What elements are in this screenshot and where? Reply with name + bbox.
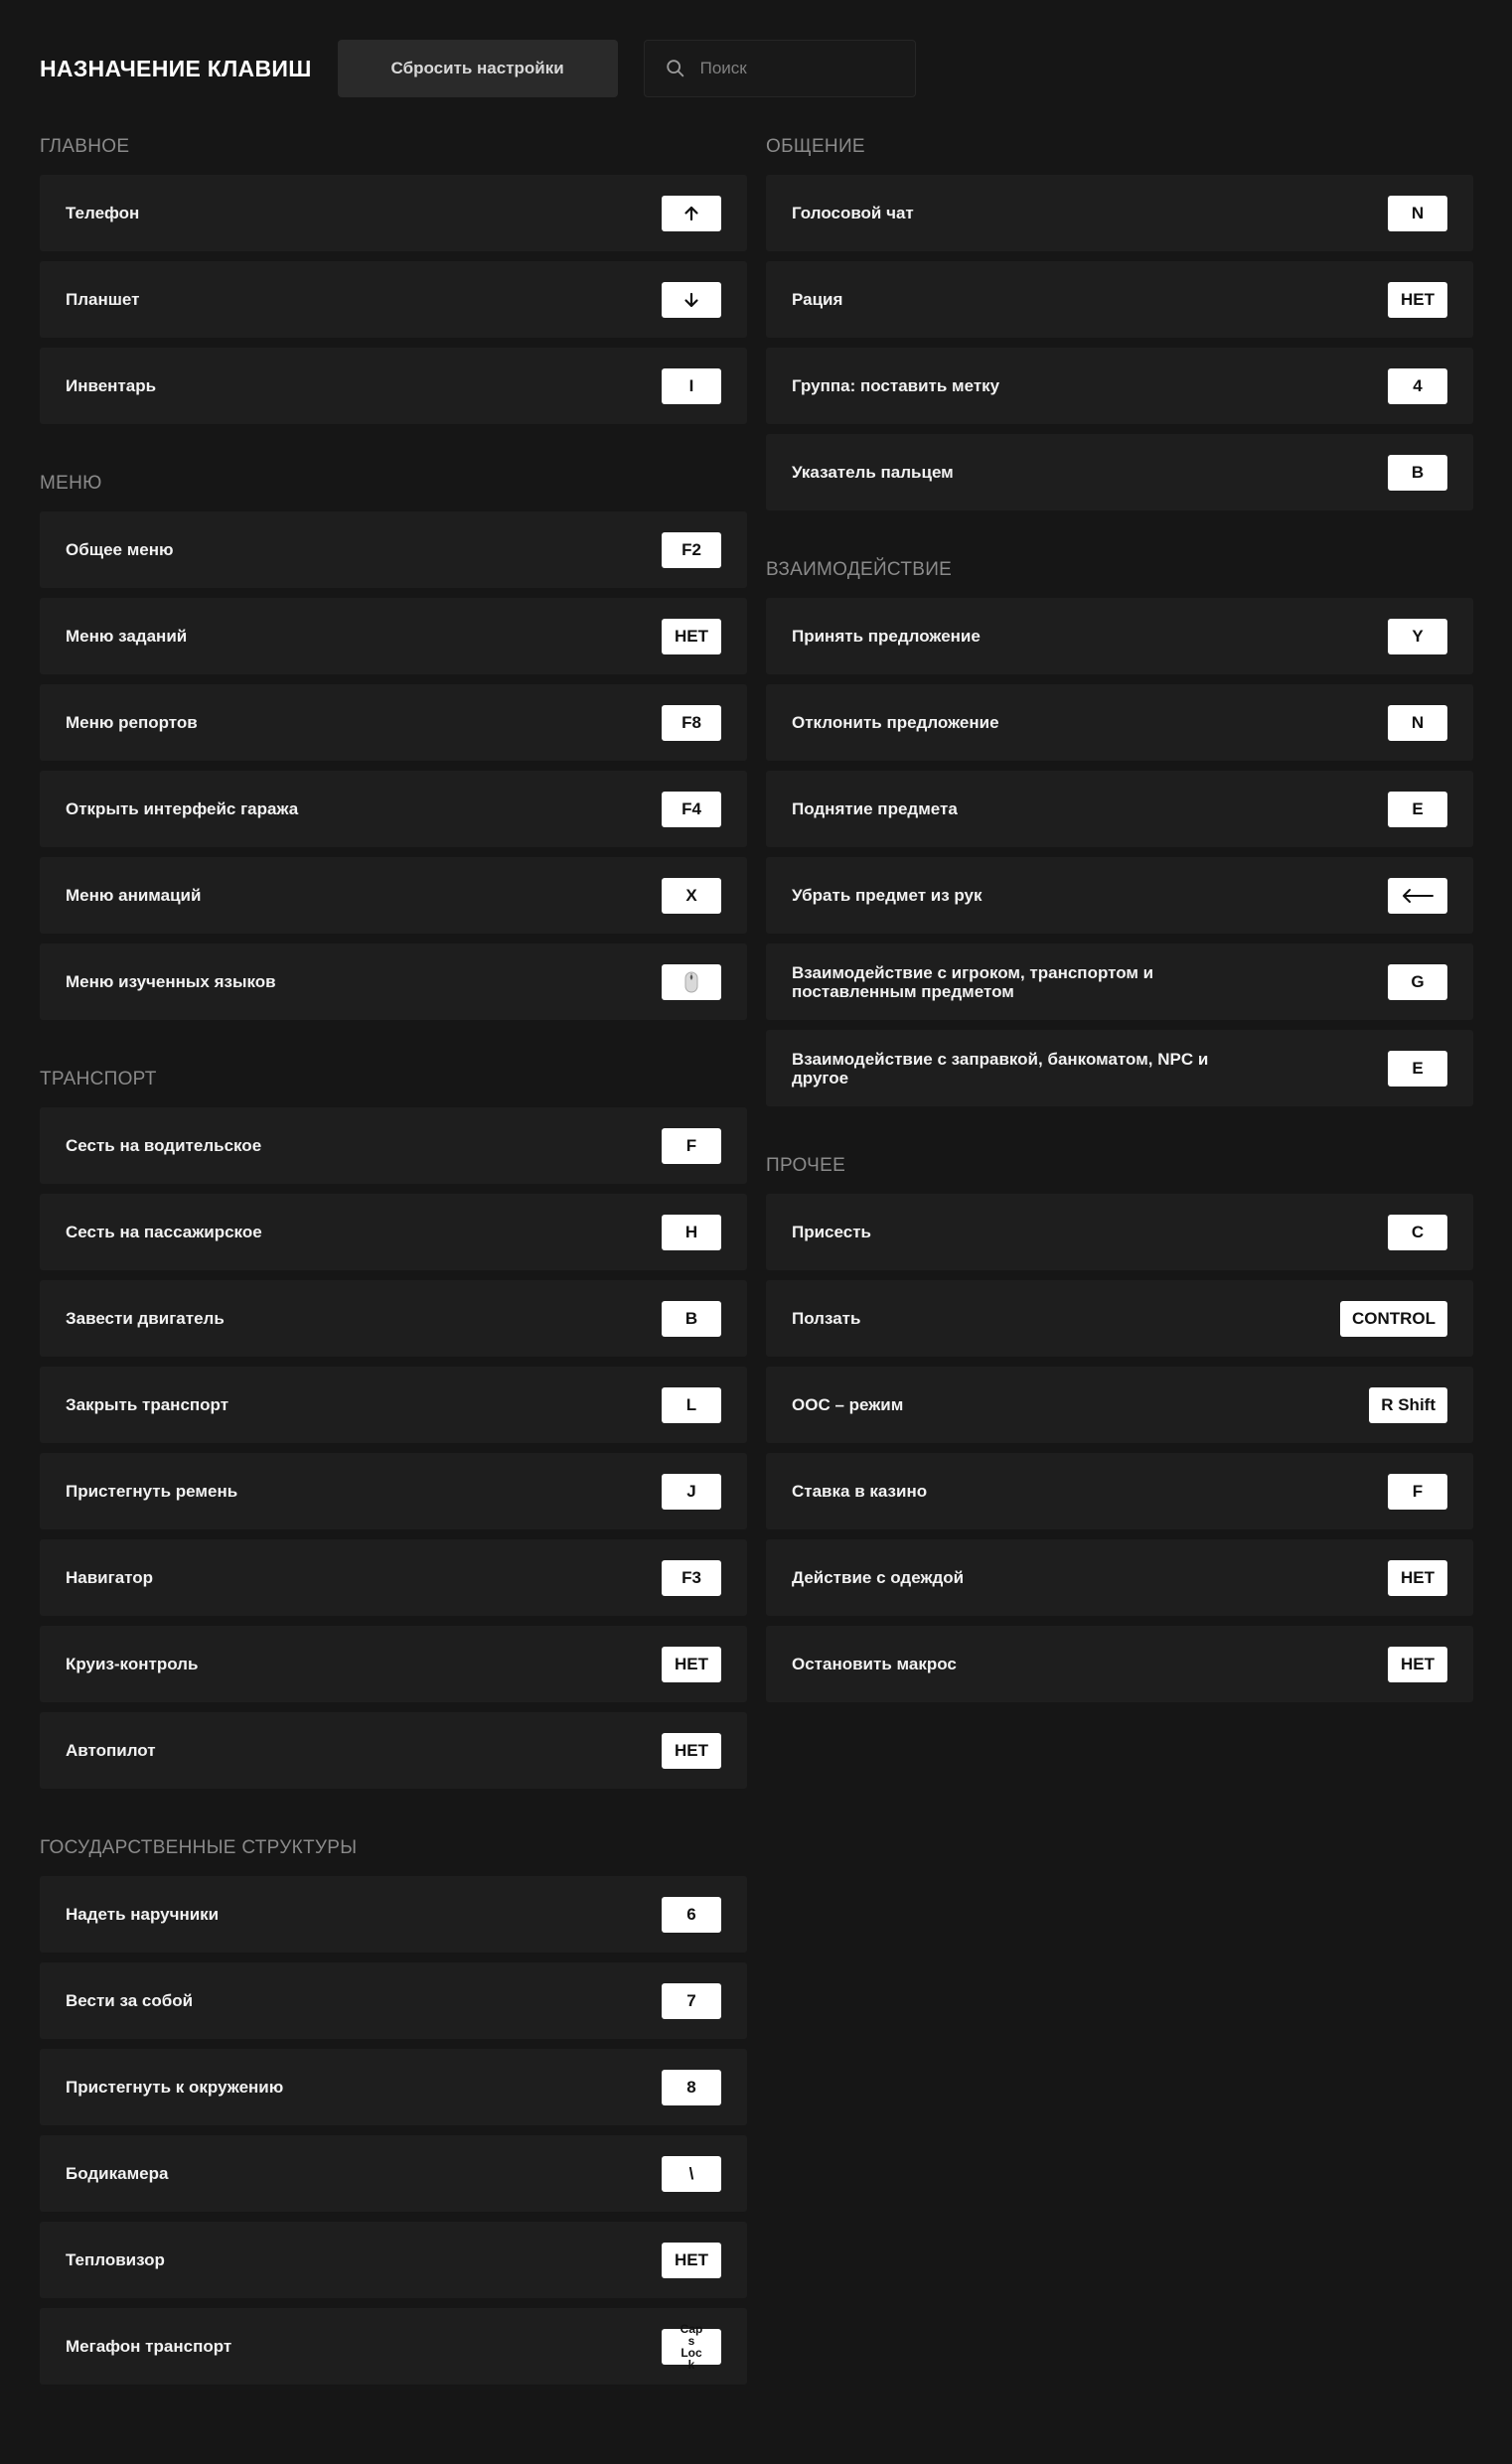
key-badge[interactable] bbox=[662, 2243, 721, 2278]
keybind-row[interactable] bbox=[40, 348, 747, 424]
keybind-row[interactable] bbox=[40, 2308, 747, 2385]
key-label: F4 bbox=[681, 798, 701, 818]
section-title: ПРОЧЕЕ bbox=[766, 1155, 846, 1176]
section-title: ГОСУДАРСТВЕННЫЕ СТРУКТУРЫ bbox=[40, 1837, 358, 1858]
keybind-row[interactable] bbox=[766, 1030, 1473, 1106]
key-badge[interactable] bbox=[1388, 878, 1447, 914]
keybind-label: Поднятие предмета bbox=[792, 799, 958, 818]
keybind-label: Остановить макрос bbox=[792, 1655, 957, 1673]
key-badge[interactable] bbox=[662, 532, 721, 568]
keybind-row[interactable] bbox=[766, 348, 1473, 424]
keybind-row[interactable] bbox=[40, 511, 747, 588]
keybind-row[interactable] bbox=[766, 857, 1473, 934]
key-label: НЕТ bbox=[1401, 1654, 1435, 1673]
key-badge[interactable] bbox=[1388, 964, 1447, 1000]
keybind-label: Меню репортов bbox=[66, 713, 198, 732]
keybind-label: Открыть интерфейс гаража bbox=[66, 799, 299, 818]
key-label: 6 bbox=[686, 1904, 696, 1924]
key-label: G bbox=[1411, 971, 1425, 991]
header bbox=[40, 40, 916, 97]
arrow-down-icon bbox=[682, 291, 700, 309]
keybind-label: Взаимодействие с заправкой, банкоматом, NPC и другое bbox=[792, 1049, 1209, 1087]
section-title: ГЛАВНОЕ bbox=[40, 136, 130, 157]
reset-settings-button[interactable]: Сбросить настройки bbox=[338, 40, 618, 97]
key-badge[interactable] bbox=[1388, 368, 1447, 404]
key-label: B bbox=[1411, 462, 1425, 482]
key-badge[interactable] bbox=[1340, 1301, 1447, 1337]
keybind-row[interactable] bbox=[40, 1712, 747, 1789]
keybind-label: Рация bbox=[792, 290, 843, 309]
keybind-row[interactable] bbox=[40, 943, 747, 1020]
key-badge[interactable] bbox=[662, 705, 721, 741]
keybind-row[interactable] bbox=[766, 771, 1473, 847]
section-title: МЕНЮ bbox=[40, 473, 102, 494]
key-label: F bbox=[1412, 1481, 1424, 1501]
key-badge[interactable] bbox=[1388, 282, 1447, 318]
key-badge[interactable] bbox=[662, 1647, 721, 1682]
key-label: E bbox=[1412, 798, 1424, 818]
section-title: ВЗАИМОДЕЙСТВИЕ bbox=[766, 559, 953, 580]
keybind-label: Меню заданий bbox=[66, 627, 188, 646]
section-right-1 bbox=[766, 558, 1473, 1106]
keybind-label: Вести за собой bbox=[66, 1991, 194, 2010]
key-badge[interactable] bbox=[662, 2321, 721, 2372]
keybind-row[interactable] bbox=[40, 1280, 747, 1357]
keybind-row[interactable] bbox=[40, 1539, 747, 1616]
key-label: I bbox=[688, 375, 694, 395]
keybind-row[interactable] bbox=[766, 1280, 1473, 1357]
key-badge[interactable] bbox=[1388, 1647, 1447, 1682]
key-label: НЕТ bbox=[675, 1654, 708, 1673]
key-label: НЕТ bbox=[1401, 289, 1435, 309]
keybind-row[interactable] bbox=[40, 1194, 747, 1270]
keybind-row[interactable] bbox=[766, 175, 1473, 251]
key-badge[interactable] bbox=[662, 878, 721, 914]
key-label: 8 bbox=[686, 2077, 696, 2097]
key-badge[interactable] bbox=[662, 1983, 721, 2019]
keybind-row[interactable] bbox=[40, 2049, 747, 2125]
keybind-row[interactable] bbox=[766, 1194, 1473, 1270]
key-badge[interactable] bbox=[1388, 1215, 1447, 1250]
keybind-row[interactable] bbox=[766, 434, 1473, 510]
key-label: R Shift bbox=[1381, 1394, 1436, 1414]
key-label: \ bbox=[688, 2163, 694, 2183]
keybind-row[interactable] bbox=[40, 857, 747, 934]
keybind-label: Телефон bbox=[66, 204, 140, 222]
search-box[interactable] bbox=[644, 40, 916, 97]
keybind-label: Навигатор bbox=[66, 1568, 154, 1587]
key-badge[interactable] bbox=[1388, 455, 1447, 491]
keybind-label: Ставка в казино bbox=[792, 1482, 928, 1501]
key-badge[interactable] bbox=[662, 196, 721, 231]
keybind-row[interactable] bbox=[40, 1367, 747, 1443]
keybind-label: Сесть на пассажирское bbox=[66, 1223, 262, 1241]
keybind-label: Указатель пальцем bbox=[792, 463, 954, 482]
key-label: J bbox=[686, 1481, 696, 1501]
section-left-0 bbox=[40, 135, 747, 424]
keybind-label: Действие с одеждой bbox=[792, 1568, 965, 1587]
key-badge[interactable] bbox=[1369, 1387, 1447, 1423]
keybind-row[interactable] bbox=[40, 2135, 747, 2212]
keybind-label: Присесть bbox=[792, 1223, 871, 1241]
key-label: F bbox=[685, 1135, 697, 1155]
key-badge[interactable] bbox=[662, 1897, 721, 1933]
key-badge[interactable] bbox=[1388, 619, 1447, 654]
section-right-0 bbox=[766, 135, 1473, 510]
key-badge[interactable] bbox=[1388, 705, 1447, 741]
key-label: F2 bbox=[681, 539, 701, 559]
keybind-row[interactable] bbox=[766, 598, 1473, 674]
keybind-row[interactable] bbox=[766, 1539, 1473, 1616]
section-title: ОБЩЕНИЕ bbox=[766, 136, 865, 157]
key-label: НЕТ bbox=[1401, 1567, 1435, 1587]
key-label: B bbox=[684, 1308, 698, 1328]
key-badge[interactable] bbox=[1388, 196, 1447, 231]
key-badge[interactable] bbox=[662, 1387, 721, 1423]
key-badge[interactable] bbox=[662, 1560, 721, 1596]
key-badge[interactable] bbox=[662, 2156, 721, 2192]
keybind-row[interactable] bbox=[766, 1367, 1473, 1443]
key-badge[interactable] bbox=[662, 792, 721, 827]
key-label: F3 bbox=[681, 1567, 701, 1587]
mouse-icon bbox=[684, 971, 698, 993]
key-badge[interactable] bbox=[662, 368, 721, 404]
keybind-label: Закрыть транспорт bbox=[66, 1395, 229, 1414]
keybind-row[interactable] bbox=[40, 1626, 747, 1702]
keybind-label: Завести двигатель bbox=[66, 1309, 225, 1328]
keybind-row[interactable] bbox=[40, 1453, 747, 1529]
keybind-label: Меню анимаций bbox=[66, 886, 202, 905]
keybind-label: Меню изученных языков bbox=[66, 972, 276, 991]
key-label: H bbox=[684, 1222, 698, 1241]
keybind-row[interactable] bbox=[40, 261, 747, 338]
keybind-label: Общее меню bbox=[66, 540, 174, 559]
right-column bbox=[766, 135, 1473, 1750]
keybind-row[interactable] bbox=[40, 1107, 747, 1184]
keybind-row[interactable] bbox=[40, 771, 747, 847]
keybind-label: Сесть на водительское bbox=[66, 1136, 262, 1155]
key-label: 7 bbox=[686, 1990, 696, 2010]
keybind-label: Бодикамера bbox=[66, 2164, 169, 2183]
keybind-row[interactable] bbox=[40, 598, 747, 674]
keybind-row[interactable] bbox=[40, 1876, 747, 1953]
key-badge[interactable] bbox=[662, 1215, 721, 1250]
keybind-label: Автопилот bbox=[66, 1741, 156, 1760]
page-title: НАЗНАЧЕНИЕ КЛАВИШ bbox=[40, 55, 312, 81]
key-label: НЕТ bbox=[675, 2249, 708, 2269]
key-badge[interactable] bbox=[662, 1301, 721, 1337]
arrow-up-icon bbox=[682, 205, 700, 222]
key-label: Y bbox=[1412, 626, 1424, 646]
search-input[interactable] bbox=[698, 58, 901, 79]
keybind-label: Планшет bbox=[66, 290, 140, 309]
key-label: 4 bbox=[1413, 375, 1423, 395]
section-title: ТРАНСПОРТ bbox=[40, 1069, 157, 1089]
key-badge[interactable] bbox=[662, 1128, 721, 1164]
key-label: НЕТ bbox=[675, 1740, 708, 1760]
key-badge[interactable] bbox=[1388, 1560, 1447, 1596]
keybind-row[interactable] bbox=[766, 1626, 1473, 1702]
left-column bbox=[40, 135, 747, 2432]
keybind-label: Пристегнуть ремень bbox=[66, 1482, 238, 1501]
keybind-row[interactable] bbox=[766, 684, 1473, 761]
key-label: L bbox=[685, 1394, 697, 1414]
keybind-label: Отклонить предложение bbox=[792, 713, 999, 732]
keybind-label: Тепловизор bbox=[66, 2250, 165, 2269]
section-left-2 bbox=[40, 1068, 747, 1789]
section-right-2 bbox=[766, 1154, 1473, 1702]
keybind-label: Инвентарь bbox=[66, 376, 157, 395]
key-badge[interactable] bbox=[1388, 1051, 1447, 1087]
keybind-label: Круиз-контроль bbox=[66, 1655, 199, 1673]
keybind-row[interactable] bbox=[766, 1453, 1473, 1529]
key-label: N bbox=[1411, 712, 1425, 732]
keybind-label: Надеть наручники bbox=[66, 1905, 220, 1924]
key-badge[interactable] bbox=[1388, 792, 1447, 827]
key-badge[interactable] bbox=[662, 1733, 721, 1769]
key-label: F8 bbox=[681, 712, 701, 732]
keybind-row[interactable] bbox=[40, 684, 747, 761]
keybind-label: OOC – режим bbox=[792, 1395, 904, 1414]
keybind-row[interactable] bbox=[40, 175, 747, 251]
key-badge[interactable] bbox=[662, 619, 721, 654]
key-badge[interactable] bbox=[662, 964, 721, 1000]
keybind-label: Ползать bbox=[792, 1309, 861, 1328]
key-label: E bbox=[1412, 1058, 1424, 1078]
keybind-label: Принять предложение bbox=[792, 627, 981, 646]
keybind-label: Взаимодействие с игроком, транспортом и поставленным предметом bbox=[792, 962, 1154, 1001]
keybind-row[interactable] bbox=[766, 261, 1473, 338]
section-left-1 bbox=[40, 472, 747, 1020]
key-label: CONTROL bbox=[1351, 1308, 1436, 1328]
keybind-row[interactable] bbox=[766, 943, 1473, 1020]
key-badge[interactable] bbox=[662, 2070, 721, 2105]
keybind-label: Убрать предмет из рук bbox=[792, 886, 983, 905]
key-badge[interactable] bbox=[662, 1474, 721, 1510]
key-label: N bbox=[1411, 203, 1425, 222]
arrow-left-icon bbox=[1401, 888, 1435, 904]
key-label: C bbox=[1411, 1222, 1425, 1241]
search-icon bbox=[665, 58, 686, 79]
keybind-label: Группа: поставить метку bbox=[792, 376, 1000, 395]
keybind-label: Пристегнуть к окружению bbox=[66, 2078, 284, 2097]
key-label: НЕТ bbox=[675, 626, 708, 646]
key-label: Caps Lock bbox=[680, 2321, 703, 2372]
key-badge[interactable] bbox=[1388, 1474, 1447, 1510]
keybind-label: Мегафон транспорт bbox=[66, 2337, 232, 2356]
keybind-row[interactable] bbox=[40, 2222, 747, 2298]
section-left-3 bbox=[40, 1836, 747, 2385]
key-badge[interactable] bbox=[662, 282, 721, 318]
keybind-row[interactable] bbox=[40, 1962, 747, 2039]
key-label: X bbox=[685, 885, 697, 905]
keybind-label: Голосовой чат bbox=[792, 204, 914, 222]
